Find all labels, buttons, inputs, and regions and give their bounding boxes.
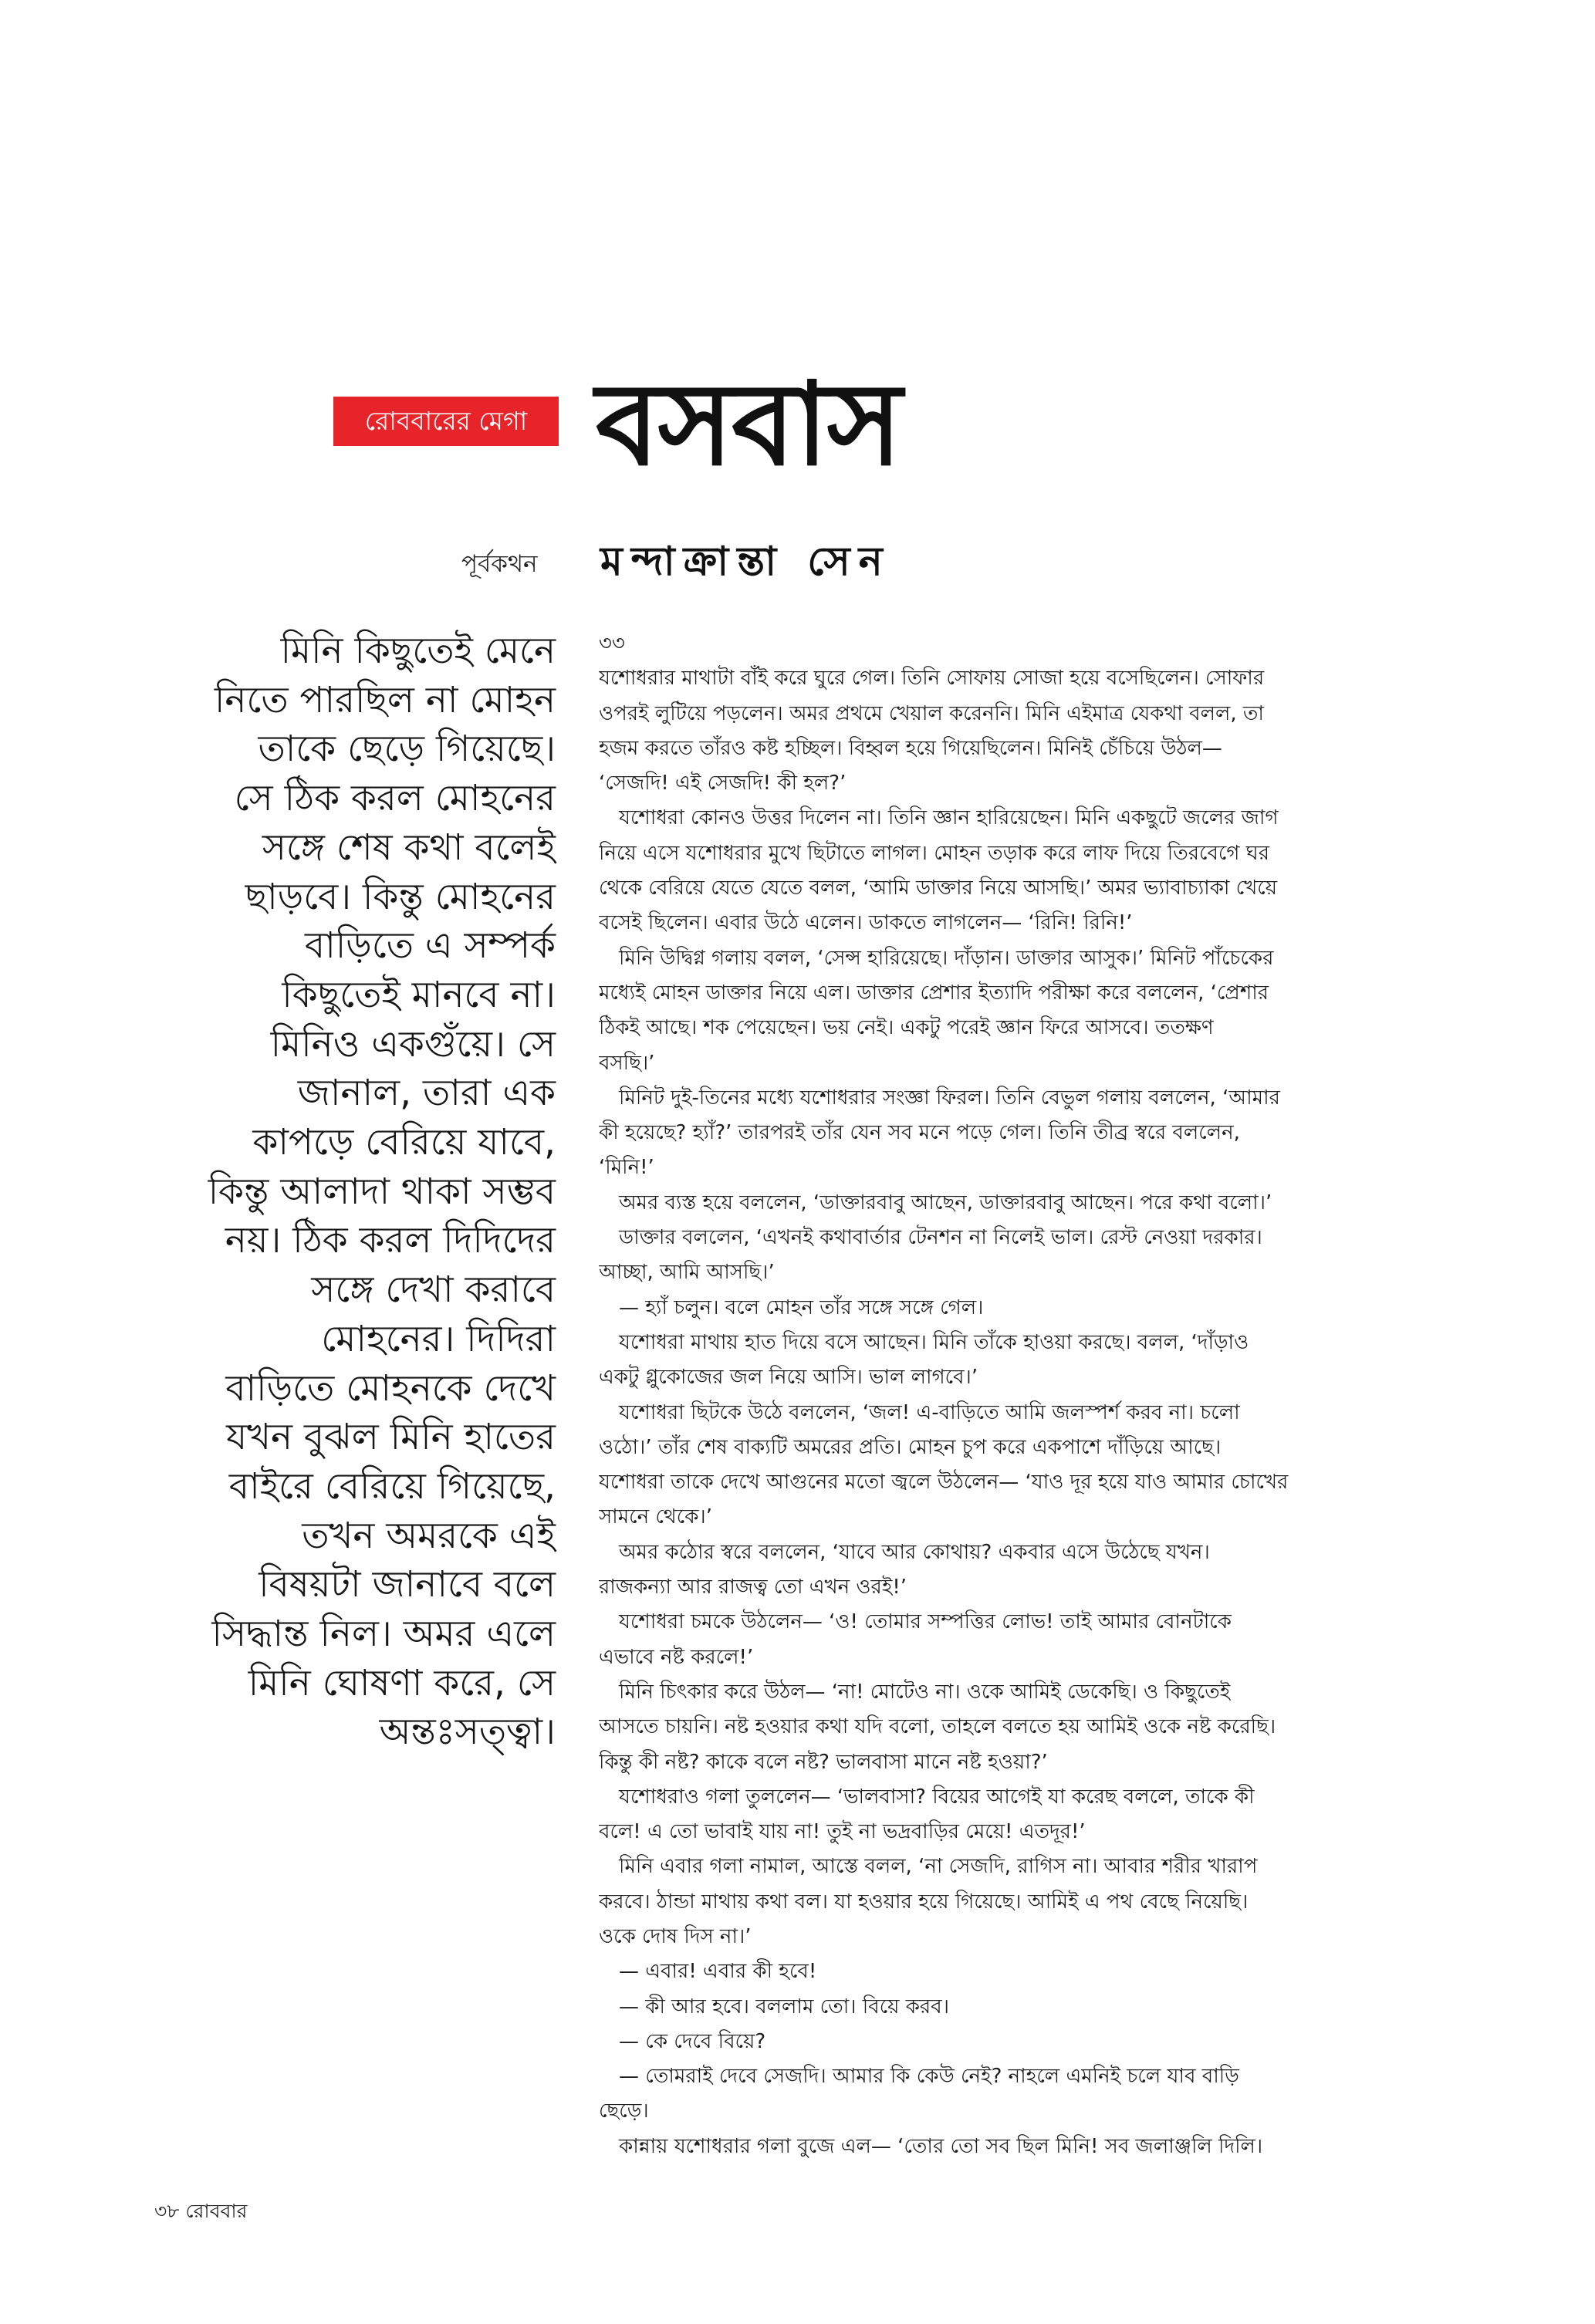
- series-badge: রোববারের মেগা: [333, 397, 559, 446]
- body-line: আসতে চায়নি। নষ্ট হওয়ার কথা যদি বলো, তাহলে বলতে হয় আমিই ওকে নষ্ট করেছি।: [599, 1715, 1276, 1739]
- body-line: যশোধরাও গলা তুললেন— ‘ভালবাসা? বিয়ের আগেই যা করেছ বললে, তাকে কী: [619, 1785, 1255, 1809]
- body-line: কান্নায় যশোধরার গলা বুজে এল— ‘তোর তো সব ছিল মিনি! সব জলাঞ্জলি দিলি।: [619, 2134, 1263, 2158]
- body-line: আচ্ছা, আমি আসছি।’: [599, 1261, 775, 1285]
- chapter-number: ৩৩: [599, 632, 625, 655]
- body-line: কী হয়েছে? হ্যাঁ?’ তারপরই তাঁর যেন সব মনে পড়ে গেল। তিনি তীব্র স্বরে বললেন,: [599, 1121, 1240, 1145]
- body-line: — হ্যাঁ চলুন। বলে মোহন তাঁর সঙ্গে সঙ্গে গেল।: [619, 1295, 984, 1319]
- body-line: হজম করতে তাঁরও কষ্ট হচ্ছিল। বিহ্বল হয়ে গিয়েছিলেন। মিনিই চেঁচিয়ে উঠল—: [599, 736, 1222, 760]
- pull-quote-line: সঙ্গে দেখা করাবে: [311, 1268, 556, 1312]
- body-line: যশোধরা কোনও উত্তর দিলেন না। তিনি জ্ঞান হারিয়েছেন। মিনি একছুটে জলের জাগ: [619, 806, 1279, 830]
- page-footer: ৩৮ রোববার: [154, 2200, 248, 2222]
- body-line: ‘মিনি!’: [599, 1156, 654, 1180]
- body-line: মিনি এবার গলা নামাল, আস্তে বলল, ‘না সেজদি, রাগিস না। আবার শরীর খারাপ: [619, 1855, 1258, 1879]
- body-line: এভাবে নষ্ট করলে!’: [599, 1645, 754, 1669]
- body-line: অমর কঠোর স্বরে বললেন, ‘যাবে আর কোথায়? একবার এসে উঠেছে যখন।: [619, 1540, 1210, 1564]
- body-line: থেকে বেরিয়ে যেতে যেতে বলল, ‘আমি ডাক্তার নিয়ে আসছি।’ অমর ভ্যাবাচ্যাকা খেয়ে: [599, 877, 1278, 900]
- pull-quote-line: বাড়িতে মোহনকে দেখে: [225, 1366, 556, 1410]
- body-line: — তোমরাই দেবে সেজদি। আমার কি কেউ নেই? নাহলে এমনিই চলে যাব বাড়ি: [619, 2065, 1239, 2089]
- body-line: — কে দেবে বিয়ে?: [619, 2029, 766, 2053]
- body-line: যশোধরা তাকে দেখে আগুনের মতো জ্বলে উঠলেন— ‘যাও দূর হয়ে যাও আমার চোখের: [599, 1471, 1289, 1495]
- pull-quote-line: ছাড়বে। কিন্তু মোহনের: [245, 875, 556, 918]
- pull-quote-line: নিতে পারছিল না মোহন: [214, 678, 556, 721]
- pull-quote-line: বিষয়টা জানাবে বলে: [259, 1563, 556, 1606]
- body-line: বলে! এ তো ভাবাই যায় না! তুই না ভদ্রবাড়ির মেয়ে! এতদূর!’: [599, 1820, 1086, 1844]
- pull-quote-line: সিদ্ধান্ত নিল। অমর এলে: [211, 1613, 556, 1656]
- pull-quote-line: নয়। ঠিক করল দিদিদের: [225, 1219, 556, 1262]
- body-line: একটু গ্লুকোজের জল নিয়ে আসি। ভাল লাগবে।’: [599, 1366, 978, 1390]
- story-title: বসবাস: [596, 358, 901, 491]
- pull-quote-line: যখন বুঝল মিনি হাতের: [226, 1416, 556, 1459]
- pull-quote-line: অন্তঃসত্ত্বা।: [379, 1711, 556, 1754]
- body-line: ওকে দোষ দিস না।’: [599, 1924, 752, 1948]
- body-line: ছেড়ে।: [599, 2099, 649, 2123]
- body-line: বসেই ছিলেন। এবার উঠে এলেন। ডাকতে লাগলেন— ‘রিনি! রিনি!’: [599, 911, 1133, 935]
- body-line: করবে। ঠান্ডা মাথায় কথা বল। যা হওয়ার হয়ে গিয়েছে। আমিই এ পথ বেছে নিয়েছি।: [599, 1890, 1249, 1914]
- pull-quote-line: কিছুতেই মানবে না।: [282, 973, 556, 1016]
- body-line: মিনি চিৎকার করে উঠল— ‘না! মোটেও না। ওকে আমিই ডেকেছি। ও কিছুতেই: [619, 1680, 1231, 1704]
- body-line: ওপরই লুটিয়ে পড়লেন। অমর প্রথমে খেয়াল করেননি। মিনি এইমাত্র যেকথা বলল, তা: [599, 701, 1264, 725]
- body-line: — কী আর হবে। বললাম তো। বিয়ে করব।: [619, 1995, 950, 2018]
- body-line: ওঠো।’ তাঁর শেষ বাক্যটি অমরের প্রতি। মোহন চুপ করে একপাশে দাঁড়িয়ে আছে।: [599, 1435, 1222, 1459]
- pull-quote-line: মিনি ঘোষণা করে, সে: [248, 1661, 556, 1704]
- body-line: মিনি উদ্বিগ্ন গলায় বলল, ‘সেন্স হারিয়েছে। দাঁড়ান। ডাক্তার আসুক।’ মিনিট পাঁচেকের: [619, 946, 1274, 970]
- body-line: যশোধরা মাথায় হাত দিয়ে বসে আছেন। মিনি তাঁকে হাওয়া করছে। বলল, ‘দাঁড়াও: [619, 1330, 1249, 1354]
- body-line: কিন্তু কী নষ্ট? কাকে বলে নষ্ট? ভালবাসা মানে নষ্ট হওয়া?’: [599, 1750, 1048, 1774]
- body-line: অমর ব্যস্ত হয়ে বললেন, ‘ডাক্তারবাবু আছেন, ডাক্তারবাবু আছেন। পরে কথা বলো।’: [619, 1191, 1272, 1214]
- pull-quote-line: কাপড়ে বেরিয়ে যাবে,: [252, 1121, 556, 1164]
- body-line: যশোধরার মাথাটা বাঁই করে ঘুরে গেল। তিনি সোফায় সোজা হয়ে বসেছিলেন। সোফার: [599, 667, 1265, 691]
- body-line: নিয়ে এসে যশোধরার মুখে ছিটাতে লাগল। মোহন তড়াক করে লাফ দিয়ে তিরবেগে ঘর: [599, 841, 1270, 865]
- body-line: সামনে থেকে।’: [599, 1505, 712, 1529]
- story-body: [599, 627, 1431, 2164]
- body-line: মিনিট দুই-তিনের মধ্যে যশোধরার সংজ্ঞা ফিরল। তিনি বেভুল গলায় বললেন, ‘আমার: [619, 1086, 1280, 1110]
- body-line: মধ্যেই মোহন ডাক্তার নিয়ে এল। ডাক্তার প্রেশার ইত্যাদি পরীক্ষা করে বললেন, ‘প্রেশার: [599, 981, 1269, 1005]
- pull-quote-line: মিনি কিছুতেই মেনে: [280, 630, 556, 672]
- body-line: ঠিকই আছে। শক পেয়েছেন। ভয় নেই। একটু পরেই জ্ঞান ফিরে আসবে। ততক্ষণ: [599, 1016, 1214, 1040]
- pull-quote-line: সঙ্গে শেষ কথা বলেই: [262, 826, 556, 869]
- preface-label: পূর্বকথন: [461, 550, 538, 578]
- body-line: রাজকন্যা আর রাজত্ব তো এখন ওরই!’: [599, 1576, 907, 1599]
- body-line: যশোধরা চমকে উঠলেন— ‘ও! তোমার সম্পত্তির লোভ! তাই আমার বোনটাকে: [619, 1610, 1232, 1634]
- pull-quote-line: মিনিও একগুঁয়ে। সে: [270, 1022, 556, 1066]
- body-line: বসছি।’: [599, 1051, 655, 1075]
- pull-quote-line: কিন্তু আলাদা থাকা সম্ভব: [208, 1170, 556, 1213]
- pull-quote-line: তখন অমরকে এই: [302, 1514, 556, 1557]
- pull-quote-line: বাইরে বেরিয়ে গিয়েছে,: [228, 1464, 556, 1508]
- body-line: — এবার! এবার কী হবে!: [619, 1960, 817, 1984]
- body-line: যশোধরা ছিটকে উঠে বললেন, ‘জল! এ-বাড়িতে আমি জলস্পর্শ করব না। চলো: [619, 1400, 1240, 1424]
- pull-quote-line: তাকে ছেড়ে গিয়েছে।: [258, 728, 556, 771]
- author-name: মন্দাক্রান্তা সেন: [600, 539, 891, 585]
- body-line: ‘সেজদি! এই সেজদি! কী হল?’: [599, 772, 846, 795]
- pull-quote: [154, 627, 556, 1757]
- pull-quote-line: জানাল, তারা এক: [297, 1072, 556, 1115]
- pull-quote-line: মোহনের। দিদিরা: [321, 1317, 556, 1360]
- body-line: ডাক্তার বললেন, ‘এখনই কথাবার্তার টেনশন না নিলেই ভাল। রেস্ট নেওয়া দরকার।: [619, 1226, 1262, 1250]
- pull-quote-line: বাড়িতে এ সম্পর্ক: [305, 924, 556, 968]
- pull-quote-line: সে ঠিক করল মোহনের: [234, 777, 556, 820]
